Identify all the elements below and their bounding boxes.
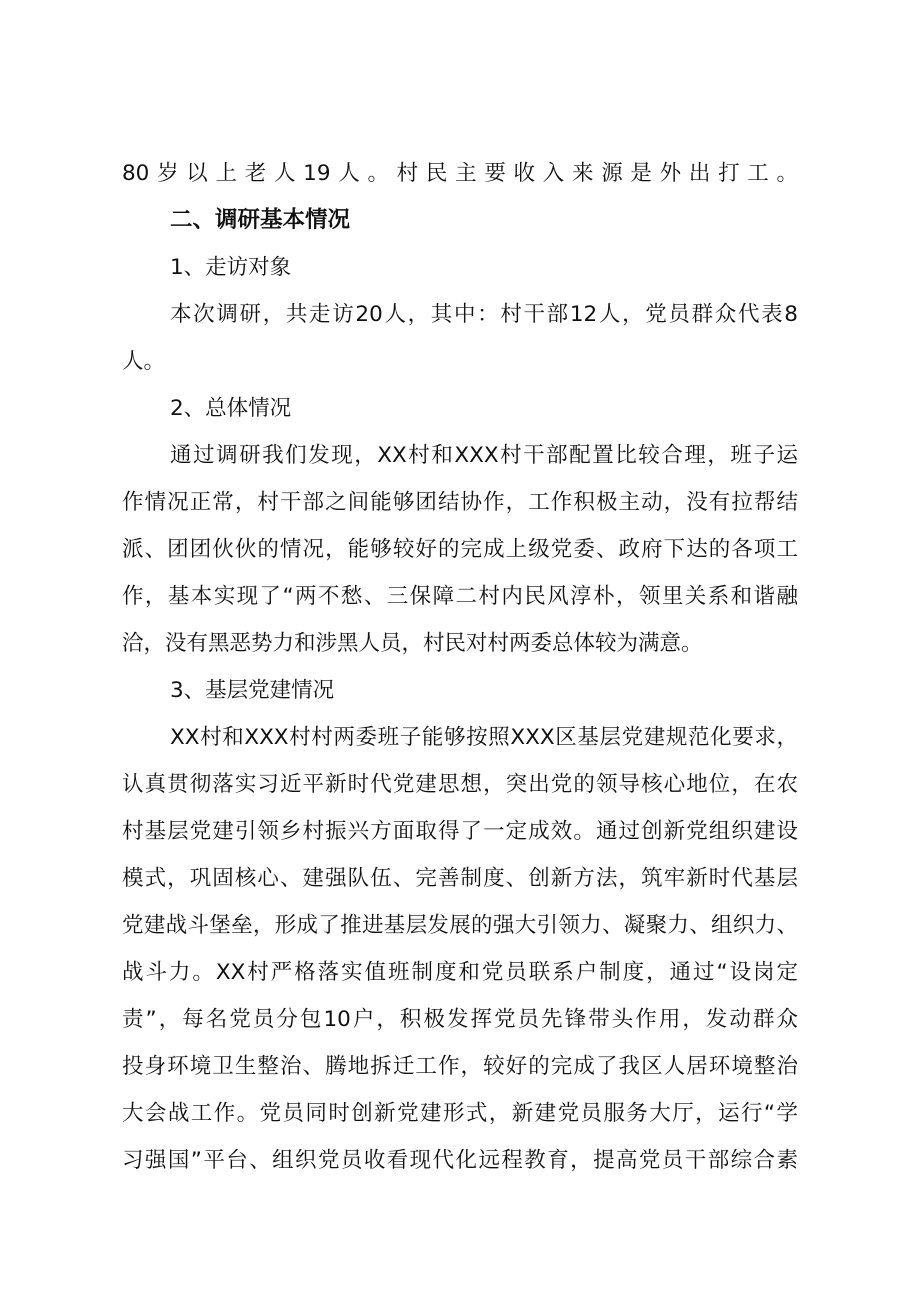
subsection-heading: 3、基层党建情况: [170, 678, 335, 703]
text-line: 责”，每名党员分包10户，积极发挥党员先锋带头作用，发动群众: [122, 1007, 798, 1032]
text-line: XX村和XXX村村两委班子能够按照XXX区基层党建规范化要求，: [170, 725, 798, 750]
text-line: 习强国”平台、组织党员收看现代化远程教育，提高党员干部综合素: [122, 1148, 798, 1173]
text-line: 人。: [122, 349, 166, 374]
text-line: 村基层党建引领乡村振兴方面取得了一定成效。通过创新党组织建设: [122, 819, 798, 844]
text-line: 党建战斗堡垒，形成了推进基层发展的强大引领力、凝聚力、组织力、: [122, 913, 798, 938]
text-line: 本次调研，共走访20人，其中：村干部12人，党员群众代表8: [170, 302, 798, 327]
text-line: 模式，巩固核心、建强队伍、完善制度、创新方法，筑牢新时代基层: [122, 866, 798, 891]
subsection-heading: 1、走访对象: [170, 255, 292, 280]
text-line: 派、团团伙伙的情况，能够较好的完成上级党委、政府下达的各项工: [122, 537, 798, 562]
text-line: 作情况正常，村干部之间能够团结协作，工作积极主动，没有拉帮结: [122, 490, 798, 515]
document-body: [122, 150, 798, 1184]
text-line: 认真贯彻落实习近平新时代党建思想，突出党的领导核心地位，在农: [122, 772, 798, 797]
text-line: 战斗力。XX村严格落实值班制度和党员联系户制度，通过“设岗定: [122, 960, 798, 985]
subsection-heading: 2、总体情况: [170, 396, 292, 421]
text-line: 投身环境卫生整治、腾地拆迁工作，较好的完成了我区人居环境整治: [122, 1054, 798, 1079]
text-line: 作，基本实现了“两不愁、三保障二村内民风淳朴，领里关系和谐融: [122, 584, 798, 609]
text-line: 80岁以上老人19人。村民主要收入来源是外出打工。: [122, 161, 798, 186]
text-line: 洽，没有黑恶势力和涉黑人员，村民对村两委总体较为满意。: [122, 631, 703, 656]
section-heading: 二、调研基本情况: [170, 207, 351, 233]
text-line: 大会战工作。党员同时创新党建形式，新建党员服务大厅，运行“学: [122, 1101, 798, 1126]
text-line: 通过调研我们发现，XX村和XXX村干部配置比较合理，班子运: [170, 443, 798, 468]
